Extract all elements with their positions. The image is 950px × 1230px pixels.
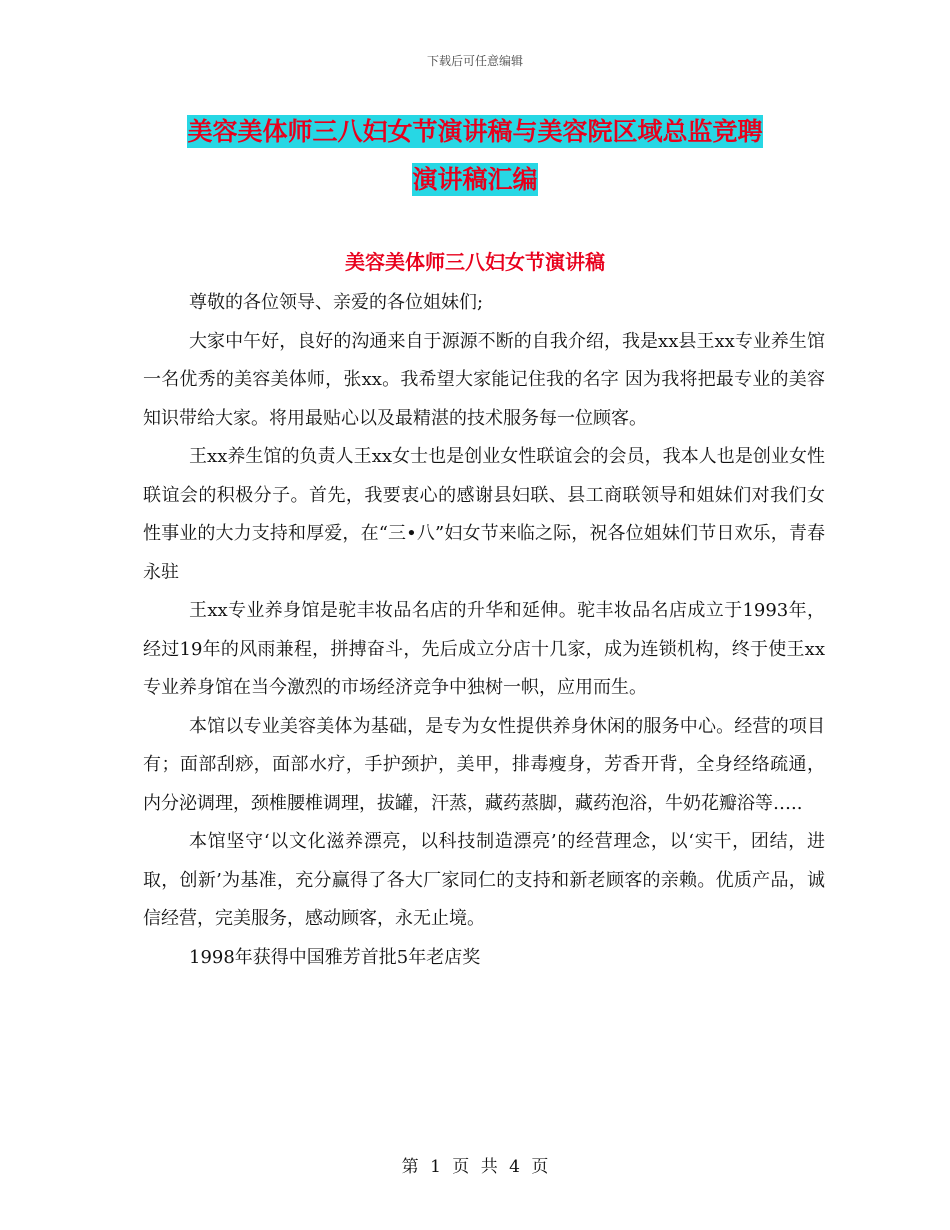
paragraph-salutation: 尊敬的各位领导、亲爱的各位姐妹们; (189, 292, 484, 313)
paragraph: 王xx养生馆的负责人王xx女士也是创业女性联谊会的会员，我本人也是创业女性联谊会的积极分子。首先，我要衷心的感谢县妇联、县工商联领导和姐妹们对我们女性事业的大力支持和厚爱，在“三•八”妇女节来临之际，祝各位姐妹们节日欢乐，青春永驻 (143, 446, 825, 583)
paragraph: 王xx专业养身馆是驼丰妆品名店的升华和延伸。驼丰妆品名店成立于1993年，经过19年的风雨兼程，拼搏奋斗，先后成立分店十几家，成为连锁机构，终于使王xx专业养身馆在当今激烈的市场经济竞争中独树一帜，应用而生。 (143, 600, 825, 698)
paragraph: 本馆以专业美容美体为基础，是专为女性提供养身休闲的服务中心。经营的项目有；面部刮痧，面部水疗，手护颈护，美甲，排毒瘦身，芳香开背，全身经络疏通，内分泌调理，颈椎腰椎调理，拔罐，汗蒸，藏药蒸脚，藏药泡浴，牛奶花瓣浴等….. (143, 715, 825, 814)
document-title-line-2: 演讲稿汇编 (412, 165, 538, 194)
section-title: 美容美体师三八妇女节演讲稿 (345, 250, 605, 274)
page-header-note: 下载后可任意编辑 (426, 54, 523, 68)
paragraph: 1998年获得中国雅芳首批5年老店奖 (189, 946, 481, 968)
paragraph: 本馆坚守‘以文化滋养漂亮，以科技制造漂亮’的经营理念，以‘实干，团结，进取，创新’为基准，充分赢得了各大厂家同仁的支持和新老顾客的亲赖。优质产品，诚信经营，完美服务，感动顾客，永无止境。 (143, 831, 825, 929)
document-body (143, 284, 825, 977)
paragraph: 大家中午好，良好的沟通来自于源源不断的自我介绍，我是xx县王xx专业养生馆一名优秀的美容美体师，张xx。我希望大家能记住我的名字 因为我将把最专业的美容知识带给大家。将用最贴心以及最精湛的技术服务每一位顾客。 (143, 330, 825, 429)
page-number-footer: 第 1 页 共 4 页 (401, 1157, 549, 1177)
document-title-line-1: 美容美体师三八妇女节演讲稿与美容院区域总监竞聘 (187, 117, 763, 146)
document-title (0, 108, 950, 204)
